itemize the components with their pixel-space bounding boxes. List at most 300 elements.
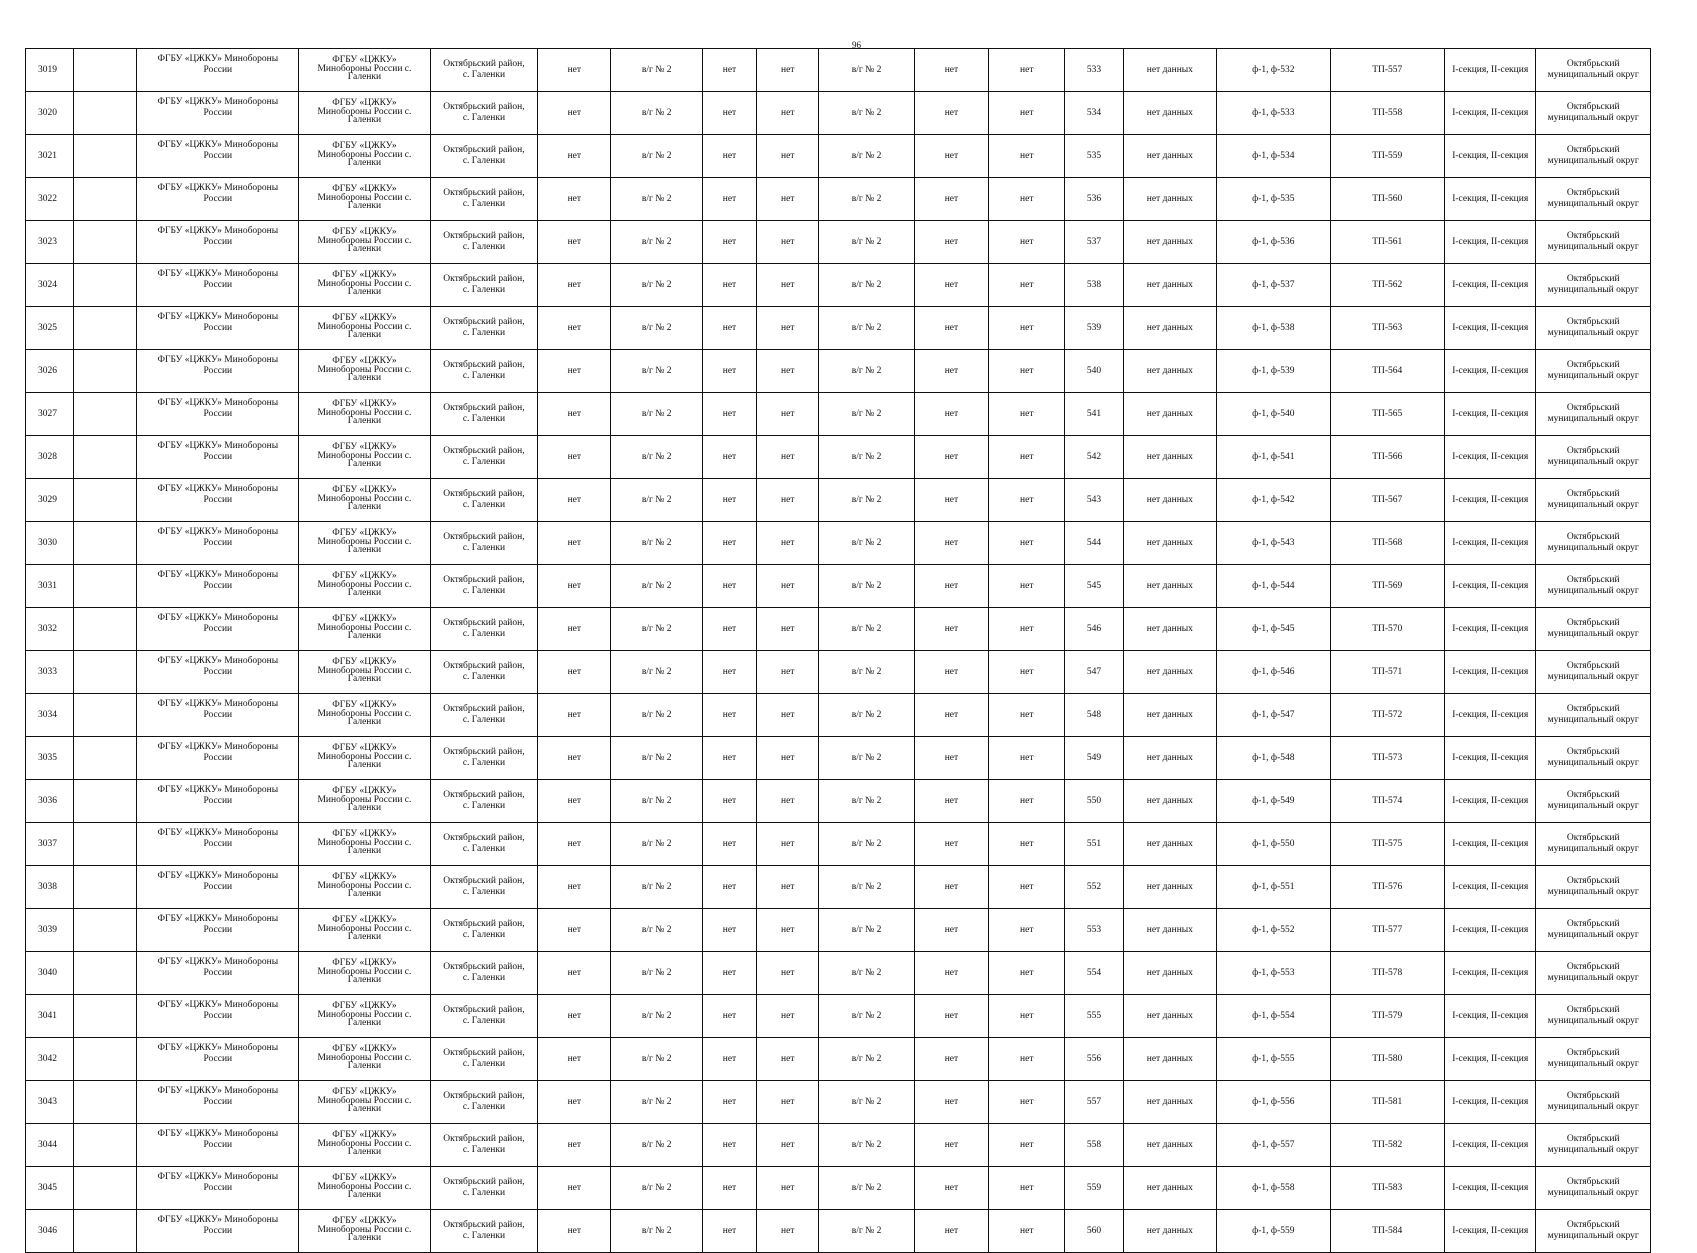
column-13-cell: нет данных: [1123, 737, 1216, 780]
column-11-cell: нет: [989, 651, 1065, 694]
empty-cell: [74, 1081, 137, 1124]
cell-line: ФГБУ «ЦЖКУ» Минобороны: [157, 269, 279, 279]
column-5-cell: нет: [538, 1081, 611, 1124]
record-number-cell: 3032: [26, 608, 74, 651]
column-9-cell: в/г № 2: [819, 995, 914, 1038]
cell-line: России: [203, 1011, 233, 1021]
cell-line: Минобороны России с.: [317, 1138, 412, 1149]
table-row: [26, 264, 1651, 307]
section-cell: I-секция, II-секция: [1445, 651, 1536, 694]
column-12-cell: 544: [1065, 522, 1123, 565]
column-9-cell: в/г № 2: [819, 1167, 914, 1210]
page-number: 96: [852, 40, 861, 50]
cell-line: муниципальный округ: [1547, 414, 1639, 424]
cell-line: Галенки: [347, 115, 382, 126]
cell-line: России: [203, 280, 233, 290]
cell-line: Октябрьский: [1566, 360, 1620, 370]
column-8-cell: нет: [757, 307, 819, 350]
cell-line: с. Галенки: [462, 973, 506, 983]
cell-line: Галенки: [347, 244, 382, 255]
column-12-cell: 546: [1065, 608, 1123, 651]
cell-line: ФГБУ «ЦЖКУ»: [332, 1044, 397, 1055]
feeder-cell: ф-1, ф-548: [1217, 737, 1330, 780]
cell-line: ФГБУ «ЦЖКУ»: [332, 313, 397, 324]
cell-line: Минобороны России с.: [317, 1009, 412, 1020]
holder-cell: [299, 737, 431, 780]
cell-line: с. Галенки: [462, 1102, 506, 1112]
cell-line: России: [203, 452, 233, 462]
cell-line: Галенки: [347, 287, 382, 298]
cell-line: России: [203, 581, 233, 591]
owner-cell: [137, 1210, 299, 1253]
column-11-cell: нет: [989, 393, 1065, 436]
cell-line: Минобороны России с.: [317, 493, 412, 504]
table-row: [26, 522, 1651, 565]
cell-line: России: [203, 624, 233, 634]
owner-cell: [137, 651, 299, 694]
cell-line: Октябрьский: [1566, 962, 1620, 972]
table-row: [26, 92, 1651, 135]
location-cell: [430, 952, 537, 995]
column-10-cell: нет: [914, 1081, 988, 1124]
feeder-cell: ф-1, ф-554: [1217, 995, 1330, 1038]
location-cell: [430, 264, 537, 307]
column-8-cell: нет: [757, 1081, 819, 1124]
column-11-cell: нет: [989, 1038, 1065, 1081]
location-cell: [430, 221, 537, 264]
district-cell: [1536, 264, 1651, 307]
column-6-cell: в/г № 2: [611, 49, 702, 92]
feeder-cell: ф-1, ф-558: [1217, 1167, 1330, 1210]
cell-line: Галенки: [347, 631, 382, 642]
column-10-cell: нет: [914, 694, 988, 737]
cell-line: России: [203, 667, 233, 677]
cell-line: Октябрьский: [1566, 188, 1620, 198]
column-10-cell: нет: [914, 780, 988, 823]
column-7-cell: нет: [702, 565, 756, 608]
cell-line: Минобороны России с.: [317, 880, 412, 891]
section-cell: I-секция, II-секция: [1445, 49, 1536, 92]
location-cell: [430, 866, 537, 909]
column-8-cell: нет: [757, 565, 819, 608]
owner-cell: [137, 608, 299, 651]
cell-line: ФГБУ «ЦЖКУ» Минобороны: [157, 742, 279, 752]
district-cell: [1536, 393, 1651, 436]
column-8-cell: нет: [757, 264, 819, 307]
substation-cell: ТП-571: [1330, 651, 1444, 694]
holder-cell: [299, 178, 431, 221]
owner-cell: [137, 479, 299, 522]
empty-cell: [74, 135, 137, 178]
location-cell: [430, 780, 537, 823]
owner-cell: [137, 909, 299, 952]
column-6-cell: в/г № 2: [611, 608, 702, 651]
owner-cell: [137, 92, 299, 135]
column-8-cell: нет: [757, 995, 819, 1038]
table-row: [26, 952, 1651, 995]
holder-cell: [299, 1210, 431, 1253]
column-12-cell: 536: [1065, 178, 1123, 221]
column-10-cell: нет: [914, 178, 988, 221]
table-row: [26, 694, 1651, 737]
location-cell: [430, 49, 537, 92]
feeder-cell: ф-1, ф-538: [1217, 307, 1330, 350]
section-cell: I-секция, II-секция: [1445, 1038, 1536, 1081]
cell-line: Октябрьский: [1566, 446, 1620, 456]
column-9-cell: в/г № 2: [819, 608, 914, 651]
column-11-cell: нет: [989, 565, 1065, 608]
cell-line: Минобороны России с.: [317, 450, 412, 461]
column-8-cell: нет: [757, 694, 819, 737]
cell-line: Минобороны России с.: [317, 106, 412, 117]
cell-line: ФГБУ «ЦЖКУ» Минобороны: [157, 398, 279, 408]
district-cell: [1536, 995, 1651, 1038]
column-7-cell: нет: [702, 737, 756, 780]
column-9-cell: в/г № 2: [819, 737, 914, 780]
column-5-cell: нет: [538, 694, 611, 737]
column-10-cell: нет: [914, 436, 988, 479]
column-12-cell: 545: [1065, 565, 1123, 608]
holder-cell: [299, 135, 431, 178]
holder-cell: [299, 1038, 431, 1081]
column-9-cell: в/г № 2: [819, 1210, 914, 1253]
column-13-cell: нет данных: [1123, 436, 1216, 479]
owner-cell: [137, 221, 299, 264]
column-13-cell: нет данных: [1123, 995, 1216, 1038]
feeder-cell: ф-1, ф-533: [1217, 92, 1330, 135]
cell-line: муниципальный округ: [1547, 844, 1639, 854]
cell-line: ФГБУ «ЦЖКУ»: [332, 829, 397, 840]
section-cell: I-секция, II-секция: [1445, 350, 1536, 393]
substation-cell: ТП-563: [1330, 307, 1444, 350]
cell-line: Октябрьский: [1566, 532, 1620, 542]
substation-cell: ТП-560: [1330, 178, 1444, 221]
column-6-cell: в/г № 2: [611, 221, 702, 264]
column-7-cell: нет: [702, 995, 756, 1038]
cell-line: ФГБУ «ЦЖКУ» Минобороны: [157, 699, 279, 709]
cell-line: Минобороны России с.: [317, 407, 412, 418]
cell-line: муниципальный округ: [1547, 1231, 1639, 1241]
section-cell: I-секция, II-секция: [1445, 1124, 1536, 1167]
table-row: [26, 780, 1651, 823]
cell-line: Октябрьский район,: [443, 231, 525, 241]
column-12-cell: 557: [1065, 1081, 1123, 1124]
holder-cell: [299, 350, 431, 393]
cell-line: ФГБУ «ЦЖКУ» Минобороны: [157, 1086, 279, 1096]
cell-line: Минобороны России с.: [317, 923, 412, 934]
cell-line: ФГБУ «ЦЖКУ» Минобороны: [157, 570, 279, 580]
column-8-cell: нет: [757, 92, 819, 135]
column-11-cell: нет: [989, 92, 1065, 135]
cell-line: Октябрьский район,: [443, 790, 525, 800]
feeder-cell: ф-1, ф-546: [1217, 651, 1330, 694]
cell-line: Минобороны России с.: [317, 149, 412, 160]
column-10-cell: нет: [914, 651, 988, 694]
column-12-cell: 537: [1065, 221, 1123, 264]
cell-line: с. Галенки: [462, 1145, 506, 1155]
location-cell: [430, 565, 537, 608]
column-7-cell: нет: [702, 350, 756, 393]
substation-cell: ТП-579: [1330, 995, 1444, 1038]
cell-line: Октябрьский район,: [443, 1048, 525, 1058]
feeder-cell: ф-1, ф-544: [1217, 565, 1330, 608]
column-10-cell: нет: [914, 479, 988, 522]
column-10-cell: нет: [914, 952, 988, 995]
cell-line: Минобороны России с.: [317, 1095, 412, 1106]
cell-line: ФГБУ «ЦЖКУ» Минобороны: [157, 785, 279, 795]
column-7-cell: нет: [702, 780, 756, 823]
cell-line: с. Галенки: [462, 543, 506, 553]
cell-line: Октябрьский: [1566, 403, 1620, 413]
column-12-cell: 539: [1065, 307, 1123, 350]
record-number-cell: 3019: [26, 49, 74, 92]
holder-cell: [299, 264, 431, 307]
feeder-cell: ф-1, ф-552: [1217, 909, 1330, 952]
district-cell: [1536, 1124, 1651, 1167]
column-11-cell: нет: [989, 221, 1065, 264]
column-11-cell: нет: [989, 436, 1065, 479]
cell-line: Октябрьский район,: [443, 962, 525, 972]
cell-line: ФГБУ «ЦЖКУ» Минобороны: [157, 312, 279, 322]
cell-line: ФГБУ «ЦЖКУ»: [332, 743, 397, 754]
column-6-cell: в/г № 2: [611, 1210, 702, 1253]
column-5-cell: нет: [538, 608, 611, 651]
cell-line: России: [203, 1054, 233, 1064]
substation-cell: ТП-565: [1330, 393, 1444, 436]
cell-line: ФГБУ «ЦЖКУ» Минобороны: [157, 140, 279, 150]
cell-line: ФГБУ «ЦЖКУ» Минобороны: [157, 97, 279, 107]
cell-line: Минобороны России с.: [317, 235, 412, 246]
cell-line: ФГБУ «ЦЖКУ»: [332, 872, 397, 883]
column-8-cell: нет: [757, 608, 819, 651]
cell-line: Галенки: [347, 416, 382, 427]
location-cell: [430, 1081, 537, 1124]
cell-line: Октябрьский район,: [443, 1177, 525, 1187]
empty-cell: [74, 350, 137, 393]
column-11-cell: нет: [989, 1124, 1065, 1167]
record-number-cell: 3046: [26, 1210, 74, 1253]
column-9-cell: в/г № 2: [819, 909, 914, 952]
record-number-cell: 3031: [26, 565, 74, 608]
cell-line: Октябрьский район,: [443, 704, 525, 714]
location-cell: [430, 1210, 537, 1253]
cell-line: Октябрьский: [1566, 1091, 1620, 1101]
cell-line: муниципальный округ: [1547, 887, 1639, 897]
column-12-cell: 556: [1065, 1038, 1123, 1081]
cell-line: Октябрьский: [1566, 231, 1620, 241]
district-cell: [1536, 952, 1651, 995]
feeder-cell: ф-1, ф-536: [1217, 221, 1330, 264]
record-number-cell: 3025: [26, 307, 74, 350]
column-9-cell: в/г № 2: [819, 436, 914, 479]
column-9-cell: в/г № 2: [819, 823, 914, 866]
record-number-cell: 3044: [26, 1124, 74, 1167]
cell-line: с. Галенки: [462, 285, 506, 295]
record-number-cell: 3030: [26, 522, 74, 565]
cell-line: ФГБУ «ЦЖКУ»: [332, 356, 397, 367]
empty-cell: [74, 264, 137, 307]
column-11-cell: нет: [989, 264, 1065, 307]
column-12-cell: 547: [1065, 651, 1123, 694]
owner-cell: [137, 522, 299, 565]
cell-line: ФГБУ «ЦЖКУ»: [332, 55, 397, 66]
record-number-cell: 3024: [26, 264, 74, 307]
location-cell: [430, 651, 537, 694]
cell-line: ФГБУ «ЦЖКУ»: [332, 485, 397, 496]
cell-line: Галенки: [347, 1147, 382, 1158]
column-9-cell: в/г № 2: [819, 1124, 914, 1167]
column-13-cell: нет данных: [1123, 221, 1216, 264]
empty-cell: [74, 178, 137, 221]
section-cell: I-секция, II-секция: [1445, 264, 1536, 307]
location-cell: [430, 737, 537, 780]
holder-cell: [299, 1081, 431, 1124]
column-13-cell: нет данных: [1123, 1167, 1216, 1210]
record-number-cell: 3026: [26, 350, 74, 393]
empty-cell: [74, 952, 137, 995]
cell-line: ФГБУ «ЦЖКУ» Минобороны: [157, 226, 279, 236]
cell-line: Минобороны России с.: [317, 192, 412, 203]
column-6-cell: в/г № 2: [611, 178, 702, 221]
owner-cell: [137, 780, 299, 823]
cell-line: с. Галенки: [462, 414, 506, 424]
cell-line: Галенки: [347, 330, 382, 341]
owner-cell: [137, 866, 299, 909]
column-13-cell: нет данных: [1123, 479, 1216, 522]
column-12-cell: 538: [1065, 264, 1123, 307]
cell-line: Минобороны России с.: [317, 1181, 412, 1192]
holder-cell: [299, 909, 431, 952]
cell-line: России: [203, 1226, 233, 1236]
cell-line: ФГБУ «ЦЖКУ»: [332, 614, 397, 625]
cell-line: муниципальный округ: [1547, 758, 1639, 768]
cell-line: Октябрьский: [1566, 1005, 1620, 1015]
substation-cell: ТП-564: [1330, 350, 1444, 393]
column-11-cell: нет: [989, 479, 1065, 522]
column-5-cell: нет: [538, 565, 611, 608]
district-cell: [1536, 49, 1651, 92]
cell-line: муниципальный округ: [1547, 457, 1639, 467]
empty-cell: [74, 1210, 137, 1253]
column-6-cell: в/г № 2: [611, 1167, 702, 1210]
column-5-cell: нет: [538, 479, 611, 522]
column-8-cell: нет: [757, 221, 819, 264]
substation-cell: ТП-578: [1330, 952, 1444, 995]
location-cell: [430, 479, 537, 522]
record-number-cell: 3042: [26, 1038, 74, 1081]
cell-line: России: [203, 1183, 233, 1193]
cell-line: муниципальный округ: [1547, 500, 1639, 510]
cell-line: России: [203, 538, 233, 548]
column-11-cell: нет: [989, 608, 1065, 651]
record-number-cell: 3038: [26, 866, 74, 909]
feeder-cell: ф-1, ф-540: [1217, 393, 1330, 436]
column-9-cell: в/г № 2: [819, 307, 914, 350]
cell-line: ФГБУ «ЦЖКУ» Минобороны: [157, 54, 279, 64]
column-13-cell: нет данных: [1123, 651, 1216, 694]
location-cell: [430, 178, 537, 221]
column-10-cell: нет: [914, 823, 988, 866]
column-13-cell: нет данных: [1123, 780, 1216, 823]
cell-line: ФГБУ «ЦЖКУ»: [332, 1216, 397, 1227]
section-cell: I-секция, II-секция: [1445, 92, 1536, 135]
section-cell: I-секция, II-секция: [1445, 393, 1536, 436]
column-11-cell: нет: [989, 307, 1065, 350]
district-cell: [1536, 479, 1651, 522]
empty-cell: [74, 1124, 137, 1167]
holder-cell: [299, 866, 431, 909]
cell-line: муниципальный округ: [1547, 156, 1639, 166]
holder-cell: [299, 1167, 431, 1210]
cell-line: с. Галенки: [462, 887, 506, 897]
column-9-cell: в/г № 2: [819, 565, 914, 608]
location-cell: [430, 823, 537, 866]
substation-cell: ТП-562: [1330, 264, 1444, 307]
column-5-cell: нет: [538, 350, 611, 393]
cell-line: с. Галенки: [462, 500, 506, 510]
empty-cell: [74, 866, 137, 909]
cell-line: России: [203, 409, 233, 419]
feeder-cell: ф-1, ф-543: [1217, 522, 1330, 565]
cell-line: ФГБУ «ЦЖКУ» Минобороны: [157, 441, 279, 451]
column-11-cell: нет: [989, 909, 1065, 952]
holder-cell: [299, 565, 431, 608]
owner-cell: [137, 307, 299, 350]
location-cell: [430, 135, 537, 178]
record-number-cell: 3029: [26, 479, 74, 522]
location-cell: [430, 350, 537, 393]
cell-line: Октябрьский: [1566, 1177, 1620, 1187]
column-6-cell: в/г № 2: [611, 995, 702, 1038]
substation-cell: ТП-580: [1330, 1038, 1444, 1081]
table-row: [26, 1081, 1651, 1124]
holder-cell: [299, 393, 431, 436]
column-7-cell: нет: [702, 823, 756, 866]
cell-line: ФГБУ «ЦЖКУ»: [332, 184, 397, 195]
column-7-cell: нет: [702, 866, 756, 909]
district-cell: [1536, 1038, 1651, 1081]
table-row: [26, 1167, 1651, 1210]
column-10-cell: нет: [914, 49, 988, 92]
cell-line: Галенки: [347, 674, 382, 685]
table-row: [26, 393, 1651, 436]
column-5-cell: нет: [538, 393, 611, 436]
column-8-cell: нет: [757, 350, 819, 393]
column-7-cell: нет: [702, 178, 756, 221]
owner-cell: [137, 1081, 299, 1124]
column-13-cell: нет данных: [1123, 694, 1216, 737]
column-5-cell: нет: [538, 780, 611, 823]
column-12-cell: 552: [1065, 866, 1123, 909]
record-number-cell: 3028: [26, 436, 74, 479]
column-6-cell: в/г № 2: [611, 393, 702, 436]
column-5-cell: нет: [538, 1038, 611, 1081]
column-7-cell: нет: [702, 1081, 756, 1124]
section-cell: I-секция, II-секция: [1445, 780, 1536, 823]
district-cell: [1536, 909, 1651, 952]
district-cell: [1536, 1081, 1651, 1124]
column-11-cell: нет: [989, 780, 1065, 823]
holder-cell: [299, 780, 431, 823]
column-8-cell: нет: [757, 522, 819, 565]
column-8-cell: нет: [757, 737, 819, 780]
column-7-cell: нет: [702, 694, 756, 737]
table-row: [26, 909, 1651, 952]
section-cell: I-секция, II-секция: [1445, 995, 1536, 1038]
column-12-cell: 554: [1065, 952, 1123, 995]
cell-line: ФГБУ «ЦЖКУ» Минобороны: [157, 527, 279, 537]
cell-line: ФГБУ «ЦЖКУ»: [332, 657, 397, 668]
